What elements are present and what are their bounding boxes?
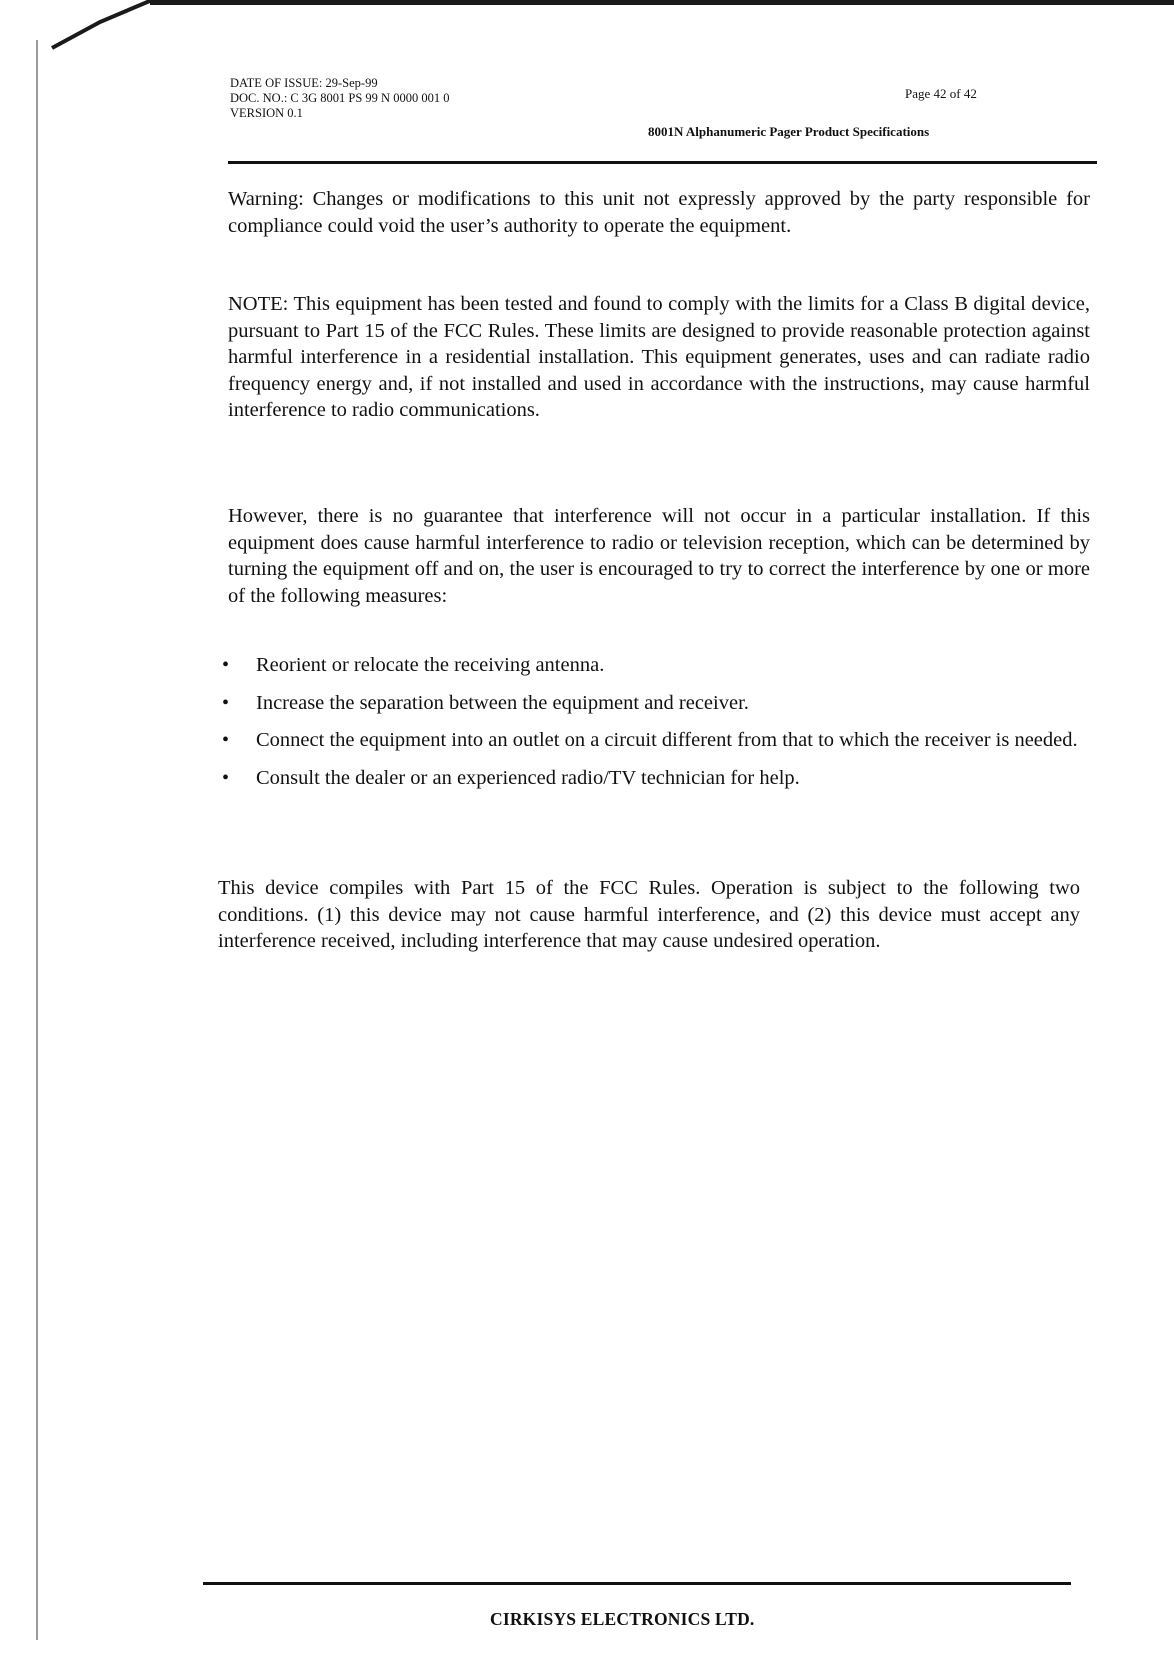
- footer-divider: [203, 1582, 1071, 1585]
- bullet-icon: •: [222, 654, 230, 676]
- warning-paragraph: Warning: Changes or modifications to this unit not expressly approved by the party responsible for compliance could void the user’s authority to operate the equipment.: [228, 188, 1090, 237]
- document-header-info: [230, 76, 449, 121]
- page-number: Page 42 of 42: [905, 86, 977, 101]
- document-title: 8001N Alphanumeric Pager Product Specifications: [648, 124, 930, 139]
- measures-list: [222, 652, 1090, 802]
- date-of-issue: DATE OF ISSUE: 29-Sep-99: [230, 76, 378, 90]
- however-paragraph: However, there is no guarantee that interference will not occur in a particular installation. If this equipment does cause harmful interference to radio or television reception, which can be determined by turning the equipment off and on, the user is encouraged to try to correct the interference by one or more of the following measures:: [228, 505, 1090, 607]
- list-item: [222, 765, 1090, 792]
- bullet-icon: •: [222, 729, 230, 751]
- bullet-icon: •: [222, 766, 230, 789]
- list-item-text: Reorient or relocate the receiving antenna.: [256, 654, 605, 676]
- version: VERSION 0.1: [230, 106, 303, 120]
- note-paragraph: NOTE: This equipment has been tested and found to comply with the limits for a Class B digital device, pursuant to Part 15 of the FCC Rules. These limits are designed to provide reasonable protection against harmful interference in a residential installation. This equipment generates, uses and can radiate radio frequency energy and, if not installed and used in accordance with the instructions, may cause harmful interference to radio communications.: [228, 293, 1090, 421]
- document-number: DOC. NO.: C 3G 8001 PS 99 N 0000 001 0: [230, 91, 450, 105]
- list-item-text: Increase the separation between the equipment and receiver.: [256, 691, 749, 714]
- scan-top-edge: [150, 0, 1174, 5]
- list-item-text: Connect the equipment into an outlet on a circuit different from that to which the receiver is needed.: [256, 729, 1078, 751]
- compliance-paragraph: This device compiles with Part 15 of the FCC Rules. Operation is subject to the following two conditions. (1) this device may not cause harmful interference, and (2) this device must accept any interference received, including interference that may cause undesired operation.: [218, 877, 1080, 952]
- scan-left-edge: [36, 40, 38, 1640]
- list-item: [222, 690, 1090, 717]
- list-item-text: Consult the dealer or an experienced radio/TV technician for help.: [256, 766, 800, 789]
- scan-corner-mark: [0, 0, 160, 60]
- list-item: [222, 727, 1090, 754]
- header-divider: [228, 161, 1097, 164]
- bullet-icon: •: [222, 691, 230, 714]
- footer-company-name: CIRKISYS ELECTRONICS LTD.: [490, 1609, 755, 1629]
- list-item: [222, 652, 1090, 679]
